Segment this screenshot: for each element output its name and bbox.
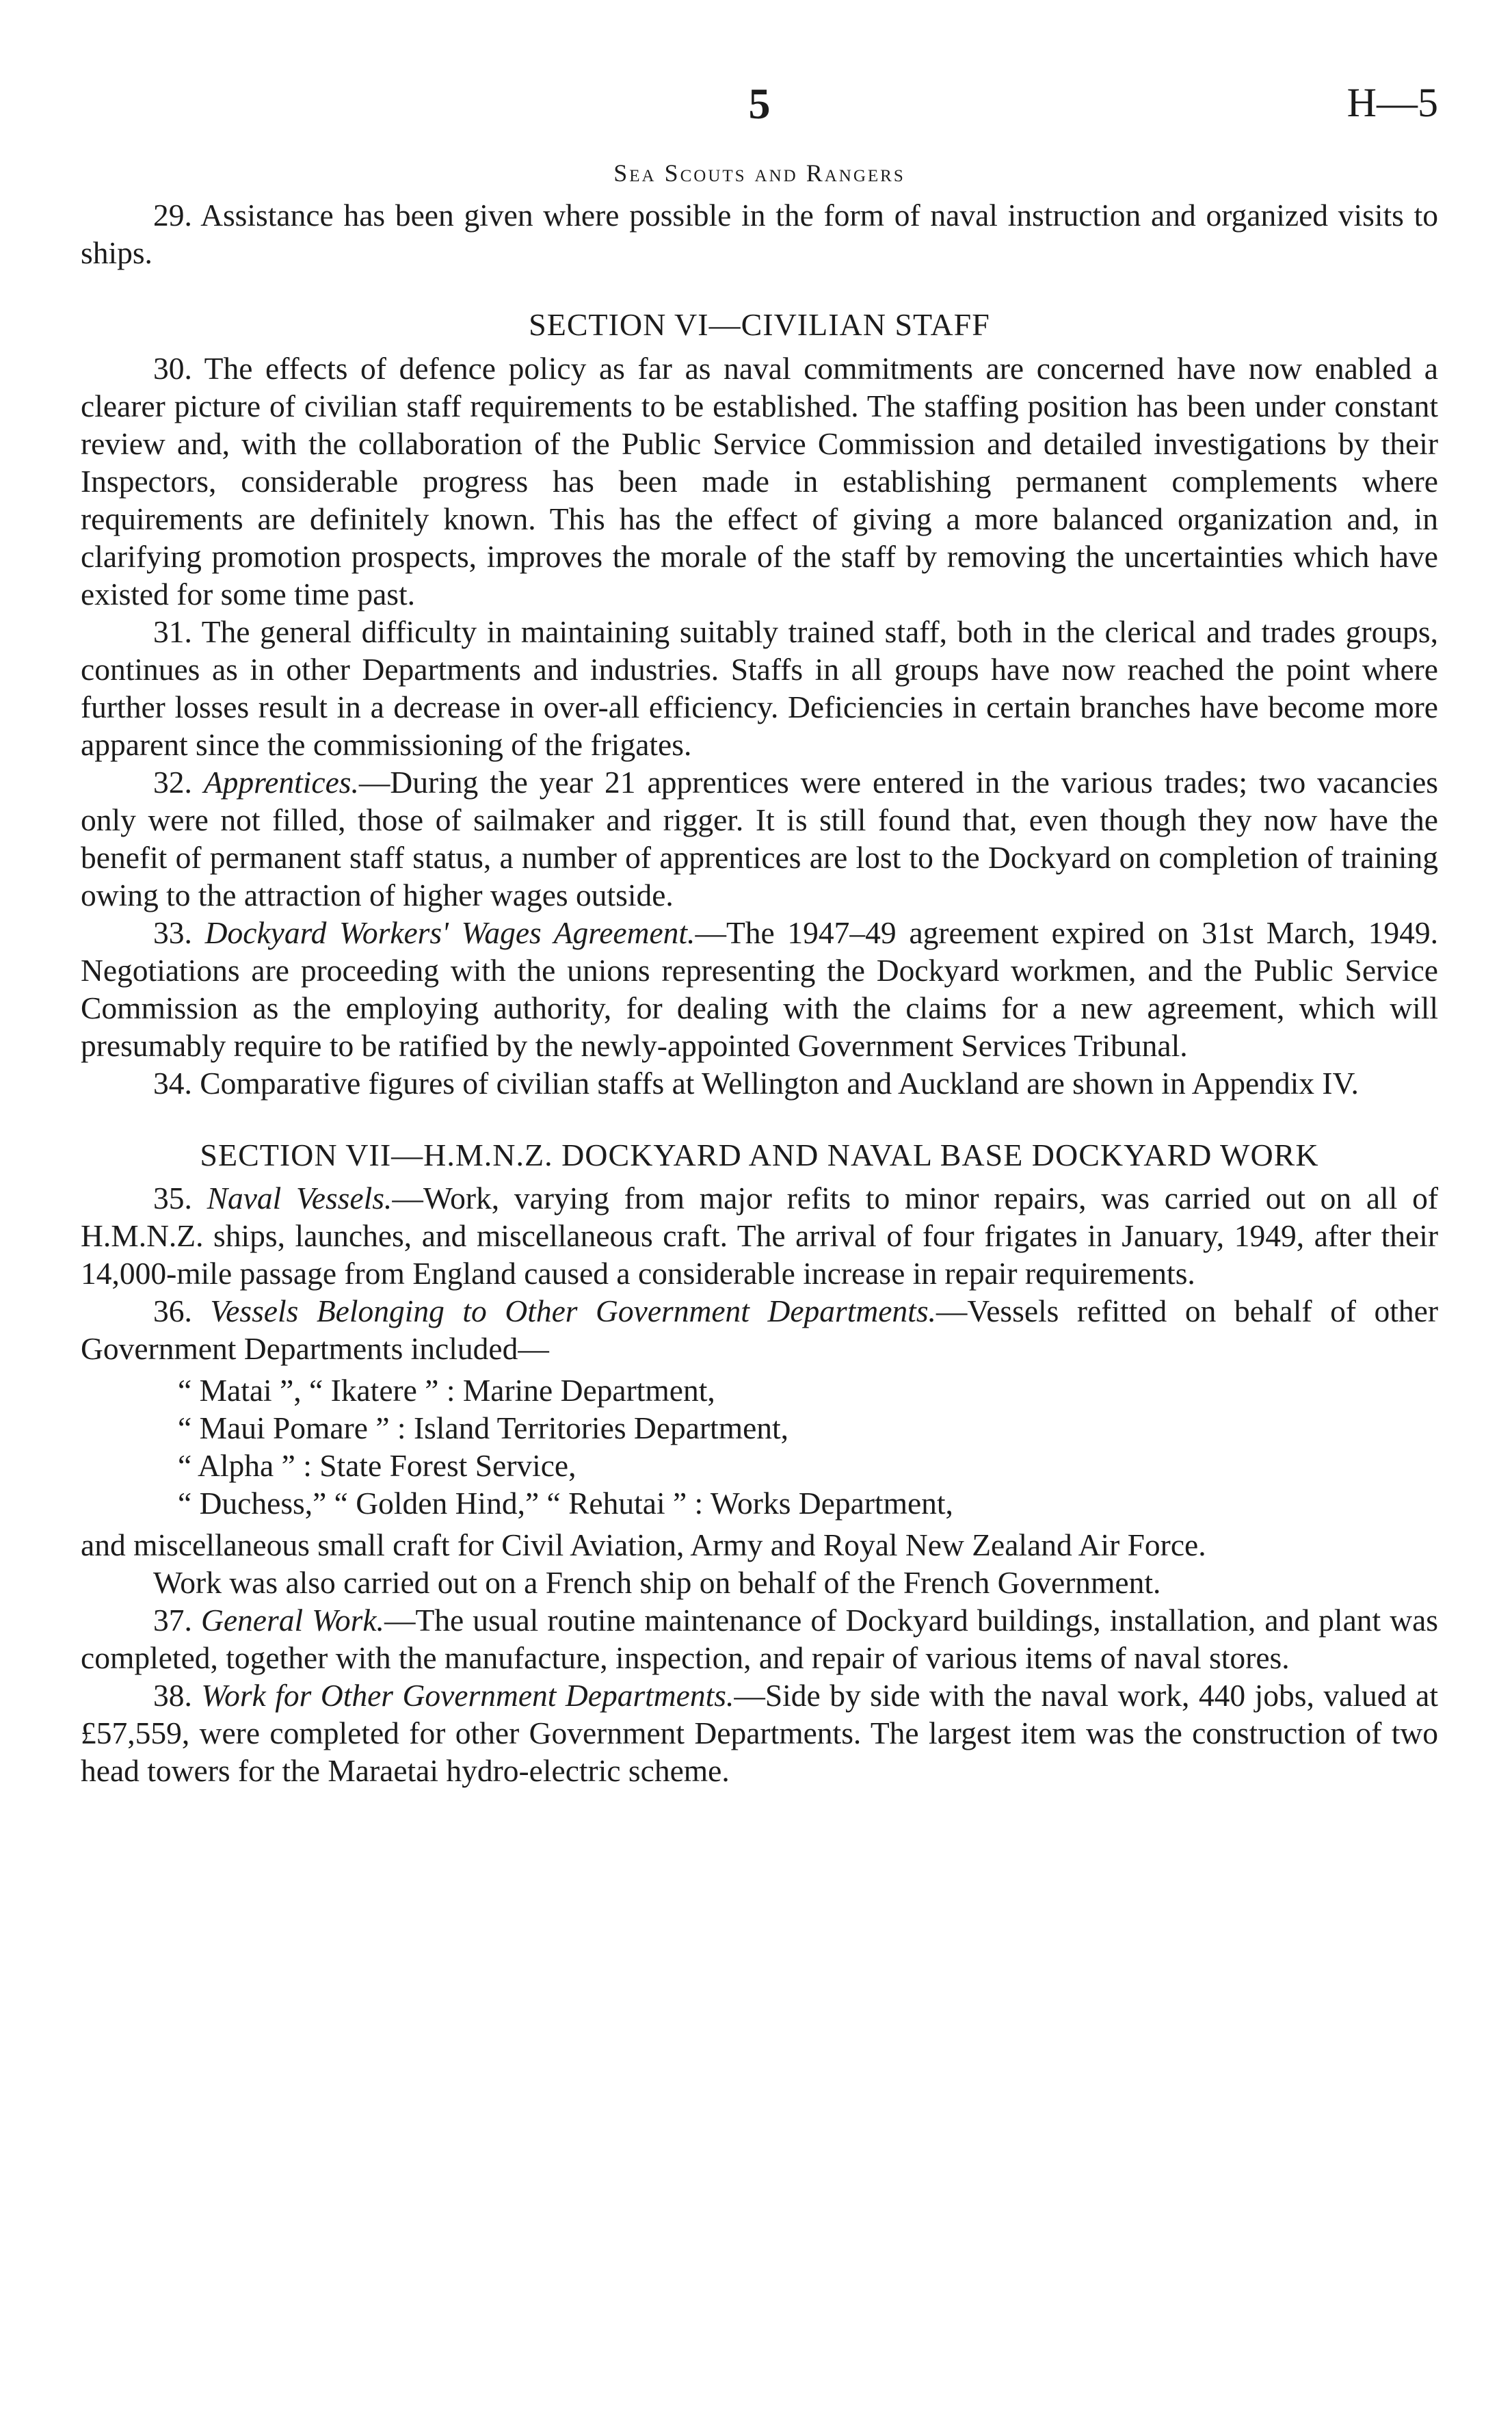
paragraph-title: Naval Vessels. [207, 1181, 393, 1216]
vessel-list-item: “ Alpha ” : State Forest Service, [178, 1448, 576, 1484]
paragraph-title: Work for Other Government Departments. [201, 1678, 734, 1713]
paragraph-31 [81, 613, 1438, 763]
paragraph-text: The general difficulty in maintaining suitably trained staff, both in the clerical and trades groups, continues as in other Departments and industries. Staffs in all groups have now reached the point where further losses result in a decrease in over-all efficiency. Deficiencies in certain branches have become more apparent since the commissioning of the frigates. [81, 614, 1438, 762]
sea-scouts-heading: Sea Scouts and Rangers [613, 159, 905, 187]
paragraph-number: 37. [153, 1603, 192, 1638]
page-number: 5 [748, 79, 771, 128]
paragraph-number: 33. [153, 915, 192, 950]
paragraph-text: The effects of defence policy as far as naval commitments are concerned have now enabled a clearer picture of civilian staff requirements to be established. The staffing position has been under constant review and, with the collaboration of the Public Service Commission and detailed investigations by their Inspectors, considerable progress has been made in establishing permanent complements where requirements are definitely known. This has the effect of giving a more balanced organization and, in clarifying promotion prospects, improves the morale of the staff by removing the uncertainties which have existed for some time past. [81, 350, 1438, 612]
paragraph-number: 31. [153, 614, 192, 649]
paragraph-title: Vessels Belonging to Other Government Departments. [210, 1293, 936, 1329]
paragraph-title: Dockyard Workers' Wages Agreement. [204, 915, 695, 950]
paragraph-34 [81, 1064, 1438, 1102]
vessel-list [178, 1371, 1438, 1522]
paragraph-number: 34. [153, 1065, 192, 1101]
document-page [81, 79, 1439, 1789]
paragraph-text: —Vessels refitted on behalf of other Government Departments included— [81, 1293, 1438, 1367]
document-reference: H—5 [1347, 80, 1438, 125]
paragraph-text: —The usual routine maintenance of Dockyard buildings, installation, and plant was completed, together with the manufacture, inspection, and repair of various items of naval stores. [81, 1603, 1439, 1676]
paragraph-number: 36. [153, 1293, 192, 1329]
paragraph-number: 32. [153, 764, 192, 800]
paragraph-32 [81, 763, 1438, 914]
paragraph-number: 35. [153, 1181, 192, 1216]
vessel-list-item: “ Duchess,” “ Golden Hind,” “ Rehutai ” : Works Department, [178, 1486, 953, 1521]
vessel-list-item: “ Maui Pomare ” : Island Territories Department, [178, 1410, 789, 1446]
paragraph-36-french-ship: Work was also carried out on a French ship on behalf of the French Government. [153, 1565, 1161, 1601]
paragraph-38 [81, 1677, 1438, 1789]
paragraph-37 [81, 1601, 1438, 1677]
paragraph-text: —The 1947–49 agreement expired on 31st March, 1949. Negotiations are proceeding with the unions representing the Dockyard workmen, and the Public Service Commission as the employing authority, for dealing with the claims for a new agreement, which will presumably require to be ratified by the newly-appointed Government Services Tribunal. [81, 915, 1439, 1063]
paragraph-title: Apprentices. [203, 764, 359, 800]
paragraph-text: Comparative figures of civilian staffs at Wellington and Auckland are shown in Appendix IV. [200, 1065, 1359, 1101]
paragraph-29 [81, 196, 1438, 272]
paragraph-number: 38. [153, 1678, 192, 1713]
paragraph-30 [81, 350, 1438, 613]
paragraph-35 [81, 1179, 1438, 1292]
paragraph-text: —Work, varying from major refits to minor repairs, was carried out on all of H.M.N.Z. ships, launches, and miscellaneous craft. The arrival of four frigates in January, 1949, after their 14,000-mile passage from England caused a considerable increase in repair requirements. [81, 1181, 1439, 1291]
section-vi-heading: SECTION VI—CIVILIAN STAFF [529, 306, 990, 342]
paragraph-number: 30. [153, 350, 192, 386]
paragraph-number: 29. [153, 197, 192, 233]
paragraph-title: General Work. [200, 1603, 384, 1638]
paragraph-text: —Side by side with the naval work, 440 jobs, valued at £57,559, were completed for other Government Departments. The largest item was the construction of two head towers for the Maraetai hydro-electric scheme. [81, 1678, 1438, 1789]
page-header [81, 79, 1438, 157]
paragraph-36-continuation: and miscellaneous small craft for Civil Aviation, Army and Royal New Zealand Air Force. [81, 1527, 1206, 1563]
section-vii-heading: SECTION VII—H.M.N.Z. DOCKYARD AND NAVAL BASE DOCKYARD WORK [200, 1137, 1319, 1172]
paragraph-33 [81, 914, 1438, 1064]
paragraph-text: Assistance has been given where possible in the form of naval instruction and organized visits to ships. [81, 197, 1438, 270]
vessel-list-item: “ Matai ”, “ Ikatere ” : Marine Department, [178, 1373, 715, 1408]
paragraph-36 [81, 1292, 1438, 1367]
paragraph-text: —During the year 21 apprentices were entered in the various trades; two vacancies only were not filled, those of sailmaker and rigger. It is still found that, even though they now have the benefit of permanent staff status, a number of apprentices are lost to the Dockyard on completion of training owing to the attraction of higher wages outside. [81, 764, 1438, 912]
